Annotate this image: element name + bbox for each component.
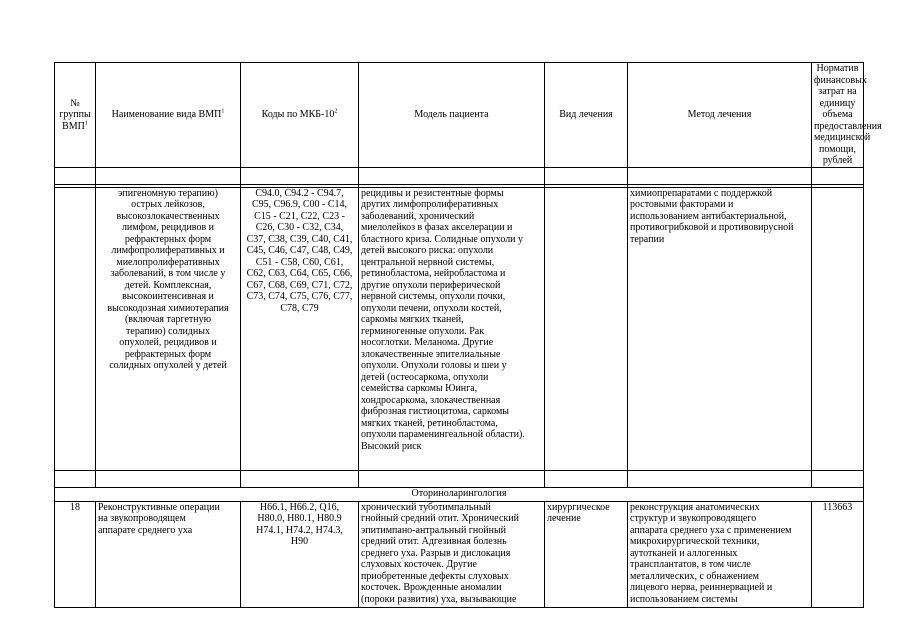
- cell-icd-codes: H66.1, H66.2, Q16, H80.0, H80.1, H80.9 H74.1, H74.2, H74.3, H90: [241, 501, 359, 607]
- cell-financial-norm: 113663: [812, 501, 864, 607]
- header-icd-codes: Коды по МКБ-$10^2$: [241, 63, 359, 168]
- cell-patient-model: рецидивы и резистентные формы других лимфопролиферативных заболеваний, хронический миелолейкоз в фазах акселерации и бластного криза. Солидные опухоли у детей высокого риска: опухоли центральной нервной системы, ретинобластома, нейробластома и другие опухоли периферической нервной системы, опухоли почки, опухоли печени, опухоли костей, саркомы мягких тканей, герминогенные опухоли. Рак носоглотки. Меланома. Другие злокачественные эпителиальные опухоли. Опухоли головы и шеи у детей (остеосаркома, опухоли семейства саркомы Юинга, хондросаркома, злокачественная фиброзная гистиоцитома, саркомы мягких тканей, ретинобластома, опухоли параменингеальной области). Высокий риск: [359, 187, 545, 470]
- cell-treatment-method: химиопрепаратами с поддержкой ростовыми факторами и использованием антибактериальной, противогрибковой и противовирусной терапии: [628, 187, 812, 470]
- header-financial-norm: Норматив финансовых затрат на единицу объема предоставления медицинской помощи, рублей: [812, 63, 864, 168]
- header-group-number: № группы ВМП$^1$: [55, 63, 96, 168]
- cell-vmp-name: Реконструктивные операции на звукопроводящем аппарате среднего уха: [96, 501, 241, 607]
- table-header-row: [55, 63, 864, 168]
- cell-patient-model: хронический туботимпальный гнойный средний отит. Хронический эпитимпано-антральный гнойный средний отит. Адгезивная болезнь среднего уха. Разрыв и дислокация слуховых косточек. Другие приобретенные дефекты слуховых косточек. Врожденные аномалии (пороки развития) уха, вызывающие: [359, 501, 545, 607]
- header-treatment-method: Метод лечения: [628, 63, 812, 168]
- blank-row: [55, 167, 864, 184]
- cell-icd-codes: C94.0, C94.2 - C94.7, C95, C96.9, C00 - C14, C15 - C21, C22, C23 - C26, C30 - C32, C34, C37, C38, C39, C40, C41, C45, C46, C47, C48, C49, C51 - C58, C60, C61, C62, C63, C64, C65, C66, C67, C68, C69, C71, C72, C73, C74, C75, C76, C77, C78, C79: [241, 187, 359, 470]
- section-row: [55, 487, 864, 501]
- table-row-continuation: [55, 187, 864, 470]
- cell-financial-norm: [812, 187, 864, 470]
- vmp-table: [54, 62, 882, 608]
- cell-treatment-type: [545, 187, 628, 470]
- cell-treatment-method: реконструкция анатомических структур и звукопроводящего аппарата среднего уха с применением микрохирургической техники, аутотканей и аллогенных трансплантатов, в том числе металлических, с обнажением лицевого нерва, реиннервацией и использованием системы: [628, 501, 812, 607]
- blank-row: [55, 470, 864, 487]
- cell-group-number: [55, 187, 96, 470]
- header-vmp-name: Наименование вида ВМП$^1$: [96, 63, 241, 168]
- cell-group-number: 18: [55, 501, 96, 607]
- cell-vmp-name: эпигеномную терапию) острых лейкозов, высокозлокачественных лимфом, рецидивов и рефрактерных форм лимфопролиферативных и миелопролиферативных заболеваний, в том числе у детей. Комплексная, высокоинтенсивная и высокодозная химиотерапия (включая таргетную терапию) солидных опухолей, рецидивов и рефрактерных форм солидных опухолей у детей: [96, 187, 241, 470]
- header-patient-model: Модель пациента: [359, 63, 545, 168]
- cell-treatment-type: хирургическое лечение: [545, 501, 628, 607]
- table-row-18: [55, 501, 864, 607]
- header-treatment-type: Вид лечения: [545, 63, 628, 168]
- section-title: Оториноларингология: [55, 487, 864, 501]
